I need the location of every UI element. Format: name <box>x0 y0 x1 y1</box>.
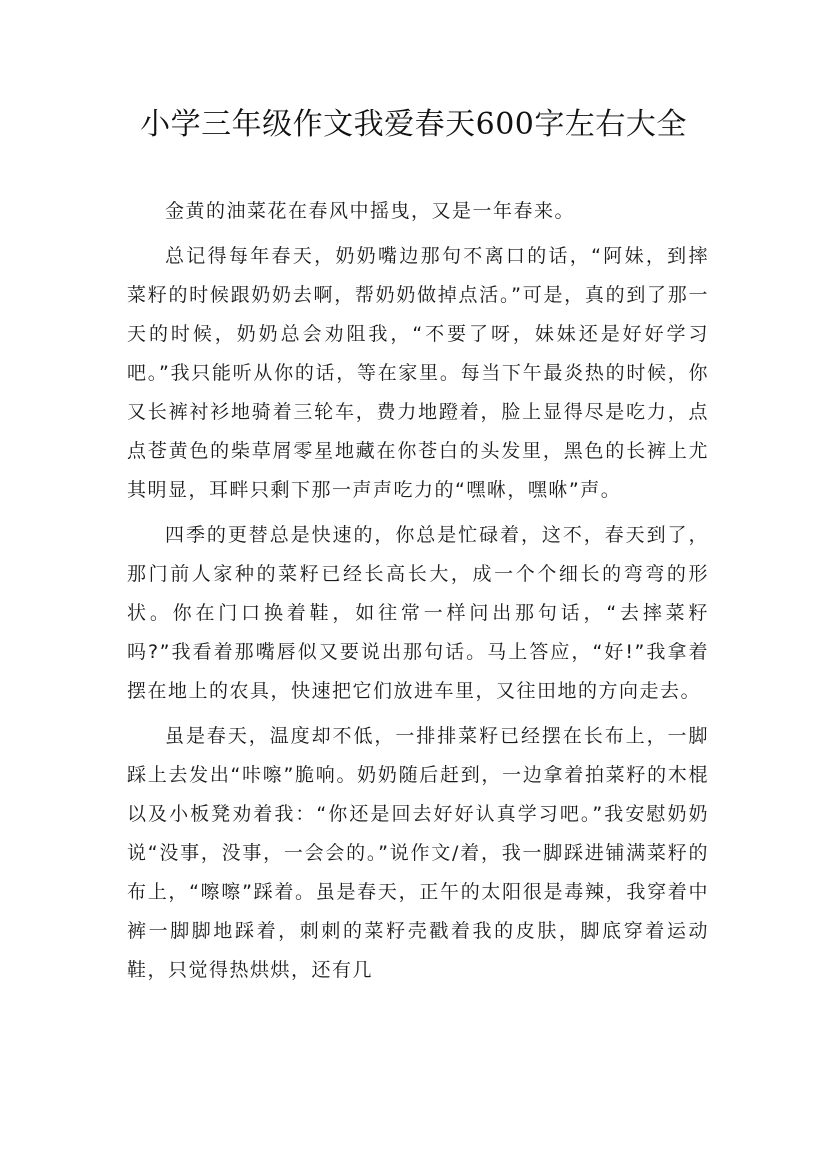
paragraph-4: 虽是春天，温度却不低，一排排菜籽已经摆在长布上，一脚踩上去发出“咔嚓”脆响。奶奶随后赶到，一边拿着拍菜籽的木棍以及小板凳劝着我：“你还是回去好好认真学习吧。”我安慰奶奶说“没事，没事，一会会的。”说作文/着，我一脚踩进铺满菜籽的布上，“嚓嚓”踩着。虽是春天，正午的太阳很是毒辣，我穿着中裤一脚脚地踩着，刺刺的菜籽壳戳着我的皮肤，脚底穿着运动鞋，只觉得热烘烘，还有几 <box>127 725 709 981</box>
document-body <box>127 192 709 996</box>
paragraph-3: 四季的更替总是快速的，你总是忙碌着，这不，春天到了，那门前人家种的菜籽已经长高长大，成一个个细长的弯弯的形状。你在门口换着鞋，如往常一样问出那句话，“去摔菜籽吗?”我看着那嘴唇似又要说出那句话。马上答应，“好!”我拿着摆在地上的农具，快速把它们放进车里，又往田地的方向走去。 <box>127 524 709 702</box>
document-title: 小学三年级作文我爱春天600字左右大全 <box>140 107 687 142</box>
paragraph-1: 金黄的油菜花在春风中摇曳，又是一年春来。 <box>165 200 576 222</box>
paragraph-2: 总记得每年春天，奶奶嘴边那句不离口的话，“阿妹，到摔菜籽的时候跟奶奶去啊，帮奶奶做掉点活。”可是，真的到了那一天的时候，奶奶总会劝阻我，“不要了呀，妹妹还是好好学习吧。”我只能听从你的话，等在家里。每当下午最炎热的时候，你又长裤衬衫地骑着三轮车，费力地蹬着，脸上显得尽是吃力，点点苍黄色的柴草屑零星地藏在你苍白的头发里，黑色的长裤上尤其明显，耳畔只剩下那一声声吃力的“嘿咻，嘿咻”声。 <box>127 245 709 501</box>
